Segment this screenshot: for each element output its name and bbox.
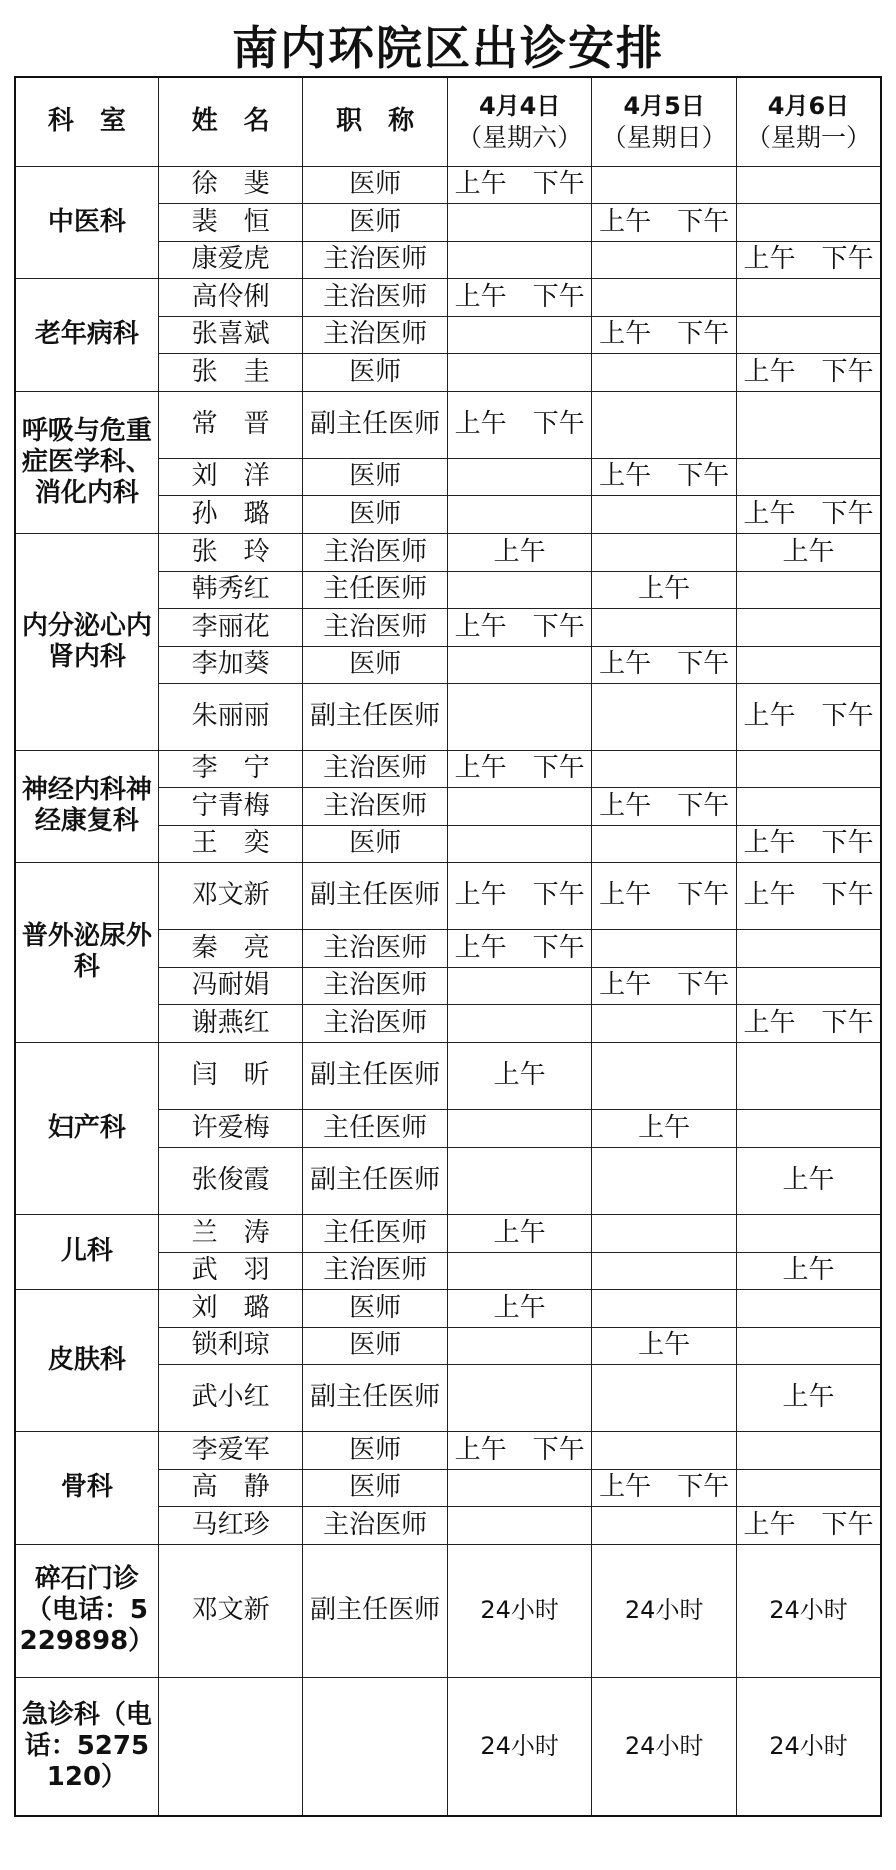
schedule-cell-d2 bbox=[592, 1004, 737, 1042]
schedule-cell-d3 bbox=[736, 787, 881, 825]
doctor-rank-cell: 医师 bbox=[303, 646, 448, 683]
doctor-rank-cell: 副主任医师 bbox=[303, 1042, 448, 1109]
schedule-cell-d2 bbox=[592, 278, 737, 316]
schedule-cell-d1 bbox=[447, 316, 592, 353]
header-date-3-day: 4月6日 bbox=[767, 91, 850, 120]
doctor-rank-cell: 主治医师 bbox=[303, 1004, 448, 1042]
schedule-cell-d1 bbox=[447, 825, 592, 862]
schedule-cell-d1: 上午 下午 bbox=[447, 1431, 592, 1469]
schedule-cell-d2 bbox=[592, 825, 737, 862]
doctor-name-cell: 张俊霞 bbox=[158, 1147, 303, 1214]
doctor-rank-cell: 主治医师 bbox=[303, 316, 448, 353]
doctor-rank-cell: 主治医师 bbox=[303, 967, 448, 1004]
doctor-rank-cell: 副主任医师 bbox=[303, 391, 448, 458]
schedule-cell-d1: 上午 下午 bbox=[447, 929, 592, 967]
schedule-cell-d3 bbox=[736, 278, 881, 316]
schedule-cell-d3 bbox=[736, 929, 881, 967]
header-row bbox=[15, 77, 881, 166]
schedule-cell-d3: 上午 下午 bbox=[736, 495, 881, 533]
doctor-name-cell: 邓文新 bbox=[158, 1544, 303, 1677]
doctor-name-cell: 李爱军 bbox=[158, 1431, 303, 1469]
doctor-rank-cell: 副主任医师 bbox=[303, 1364, 448, 1431]
schedule-cell-d2 bbox=[592, 166, 737, 203]
schedule-cell-d1: 上午 下午 bbox=[447, 278, 592, 316]
schedule-cell-d3 bbox=[736, 1042, 881, 1109]
doctor-name-cell: 许爱梅 bbox=[158, 1109, 303, 1147]
doctor-rank-cell: 主任医师 bbox=[303, 571, 448, 608]
doctor-name-cell: 高伶俐 bbox=[158, 278, 303, 316]
doctor-name-cell: 武小红 bbox=[158, 1364, 303, 1431]
dept-cell: 儿科 bbox=[15, 1214, 158, 1289]
table-row bbox=[15, 1544, 881, 1677]
schedule-cell-d1 bbox=[447, 787, 592, 825]
dept-cell: 碎石门诊（电话：5229898） bbox=[15, 1544, 158, 1677]
doctor-name-cell: 张 圭 bbox=[158, 353, 303, 391]
schedule-cell-d3: 上午 下午 bbox=[736, 862, 881, 929]
schedule-cell-d3 bbox=[736, 1431, 881, 1469]
schedule-cell-d2 bbox=[592, 1364, 737, 1431]
dept-cell: 急诊科（电话：5275120） bbox=[15, 1677, 158, 1816]
header-date-2 bbox=[592, 77, 737, 166]
schedule-cell-d2 bbox=[592, 1214, 737, 1252]
table-row bbox=[15, 278, 881, 316]
table-row bbox=[15, 1042, 881, 1109]
schedule-cell-d1: 上午 下午 bbox=[447, 862, 592, 929]
doctor-rank-cell: 主任医师 bbox=[303, 1214, 448, 1252]
header-date-2-day: 4月5日 bbox=[623, 91, 705, 120]
doctor-name-cell: 徐 斐 bbox=[158, 166, 303, 203]
doctor-name-cell: 朱丽丽 bbox=[158, 683, 303, 750]
schedule-cell-d3: 上午 下午 bbox=[736, 241, 881, 278]
table-row bbox=[15, 1214, 881, 1252]
header-name: 姓 名 bbox=[158, 77, 303, 166]
schedule-cell-d1: 上午 bbox=[447, 1042, 592, 1109]
schedule-cell-d1 bbox=[447, 967, 592, 1004]
dept-cell: 呼吸与危重症医学科、消化内科 bbox=[15, 391, 158, 533]
doctor-rank-cell: 医师 bbox=[303, 495, 448, 533]
dept-cell: 中医科 bbox=[15, 166, 158, 278]
schedule-cell-d3: 上午 下午 bbox=[736, 825, 881, 862]
table-row bbox=[15, 1289, 881, 1327]
doctor-name-cell: 闫 昕 bbox=[158, 1042, 303, 1109]
schedule-cell-d3: 24小时 bbox=[736, 1677, 881, 1816]
schedule-cell-d2 bbox=[592, 1252, 737, 1289]
doctor-rank-cell: 主治医师 bbox=[303, 1252, 448, 1289]
doctor-rank-cell: 主治医师 bbox=[303, 241, 448, 278]
doctor-name-cell: 韩秀红 bbox=[158, 571, 303, 608]
doctor-name-cell: 宁青梅 bbox=[158, 787, 303, 825]
header-date-1 bbox=[447, 77, 592, 166]
doctor-rank-cell: 副主任医师 bbox=[303, 862, 448, 929]
doctor-rank-cell: 医师 bbox=[303, 458, 448, 495]
schedule-cell-d3 bbox=[736, 1109, 881, 1147]
schedule-cell-d2 bbox=[592, 533, 737, 571]
schedule-cell-d2 bbox=[592, 1147, 737, 1214]
schedule-cell-d2: 24小时 bbox=[592, 1544, 737, 1677]
doctor-name-cell: 张 玲 bbox=[158, 533, 303, 571]
schedule-cell-d2 bbox=[592, 1431, 737, 1469]
doctor-name-cell: 邓文新 bbox=[158, 862, 303, 929]
doctor-name-cell: 康爱虎 bbox=[158, 241, 303, 278]
schedule-cell-d1 bbox=[447, 458, 592, 495]
doctor-name-cell: 李加葵 bbox=[158, 646, 303, 683]
doctor-name-cell bbox=[158, 1677, 303, 1816]
schedule-cell-d2 bbox=[592, 750, 737, 787]
schedule-cell-d1: 上午 下午 bbox=[447, 166, 592, 203]
doctor-rank-cell: 医师 bbox=[303, 166, 448, 203]
schedule-cell-d2 bbox=[592, 1506, 737, 1544]
schedule-cell-d2 bbox=[592, 391, 737, 458]
schedule-cell-d1 bbox=[447, 571, 592, 608]
doctor-rank-cell: 医师 bbox=[303, 1289, 448, 1327]
schedule-cell-d2 bbox=[592, 495, 737, 533]
schedule-cell-d2: 上午 下午 bbox=[592, 203, 737, 241]
table-row bbox=[15, 533, 881, 571]
schedule-cell-d3: 上午 下午 bbox=[736, 353, 881, 391]
header-date-1-week: （星期六） bbox=[457, 122, 583, 152]
doctor-name-cell: 刘 洋 bbox=[158, 458, 303, 495]
schedule-cell-d1: 上午 下午 bbox=[447, 750, 592, 787]
schedule-cell-d2: 上午 下午 bbox=[592, 787, 737, 825]
schedule-cell-d1 bbox=[447, 353, 592, 391]
schedule-cell-d3 bbox=[736, 1214, 881, 1252]
schedule-cell-d2: 上午 bbox=[592, 571, 737, 608]
doctor-rank-cell: 医师 bbox=[303, 825, 448, 862]
schedule-cell-d2 bbox=[592, 241, 737, 278]
schedule-cell-d3: 上午 bbox=[736, 1364, 881, 1431]
table-row bbox=[15, 1431, 881, 1469]
dept-cell: 骨科 bbox=[15, 1431, 158, 1544]
schedule-cell-d2 bbox=[592, 608, 737, 646]
schedule-cell-d3 bbox=[736, 750, 881, 787]
doctor-name-cell: 秦 亮 bbox=[158, 929, 303, 967]
doctor-name-cell: 李 宁 bbox=[158, 750, 303, 787]
schedule-cell-d1 bbox=[447, 1147, 592, 1214]
header-date-3 bbox=[736, 77, 881, 166]
doctor-name-cell: 高 静 bbox=[158, 1469, 303, 1506]
schedule-cell-d1 bbox=[447, 1469, 592, 1506]
schedule-cell-d3: 上午 下午 bbox=[736, 683, 881, 750]
doctor-rank-cell bbox=[303, 1677, 448, 1816]
schedule-cell-d2 bbox=[592, 1289, 737, 1327]
table-row bbox=[15, 750, 881, 787]
header-dept: 科 室 bbox=[15, 77, 158, 166]
doctor-rank-cell: 主治医师 bbox=[303, 1506, 448, 1544]
schedule-cell-d3 bbox=[736, 571, 881, 608]
doctor-name-cell: 孙 璐 bbox=[158, 495, 303, 533]
doctor-name-cell: 兰 涛 bbox=[158, 1214, 303, 1252]
header-date-1-day: 4月4日 bbox=[478, 91, 561, 120]
table-row bbox=[15, 862, 881, 929]
schedule-cell-d1 bbox=[447, 203, 592, 241]
schedule-cell-d1 bbox=[447, 1004, 592, 1042]
doctor-name-cell: 裴 恒 bbox=[158, 203, 303, 241]
schedule-cell-d3 bbox=[736, 203, 881, 241]
dept-cell: 皮肤科 bbox=[15, 1289, 158, 1431]
doctor-rank-cell: 医师 bbox=[303, 1431, 448, 1469]
schedule-cell-d3 bbox=[736, 1327, 881, 1364]
schedule-cell-d1: 上午 bbox=[447, 1289, 592, 1327]
table-row bbox=[15, 391, 881, 458]
schedule-cell-d3: 上午 下午 bbox=[736, 1004, 881, 1042]
schedule-cell-d1 bbox=[447, 1364, 592, 1431]
doctor-name-cell: 马红珍 bbox=[158, 1506, 303, 1544]
doctor-rank-cell: 主治医师 bbox=[303, 608, 448, 646]
schedule-cell-d2 bbox=[592, 1042, 737, 1109]
schedule-cell-d2 bbox=[592, 929, 737, 967]
schedule-cell-d3 bbox=[736, 458, 881, 495]
schedule-cell-d1 bbox=[447, 1109, 592, 1147]
schedule-cell-d3 bbox=[736, 608, 881, 646]
schedule-cell-d3: 上午 下午 bbox=[736, 1506, 881, 1544]
doctor-rank-cell: 副主任医师 bbox=[303, 1544, 448, 1677]
doctor-name-cell: 王 奕 bbox=[158, 825, 303, 862]
doctor-rank-cell: 主治医师 bbox=[303, 750, 448, 787]
schedule-cell-d3 bbox=[736, 391, 881, 458]
header-date-3-week: （星期一） bbox=[745, 122, 871, 152]
doctor-rank-cell: 主治医师 bbox=[303, 278, 448, 316]
schedule-cell-d1 bbox=[447, 1327, 592, 1364]
dept-cell: 普外泌尿外科 bbox=[15, 862, 158, 1042]
schedule-cell-d3 bbox=[736, 1469, 881, 1506]
header-date-2-week: （星期日） bbox=[601, 122, 727, 152]
doctor-name-cell: 武 羽 bbox=[158, 1252, 303, 1289]
doctor-name-cell: 锁利琼 bbox=[158, 1327, 303, 1364]
schedule-cell-d2 bbox=[592, 353, 737, 391]
schedule-cell-d2: 上午 bbox=[592, 1327, 737, 1364]
doctor-rank-cell: 主任医师 bbox=[303, 1109, 448, 1147]
doctor-name-cell: 李丽花 bbox=[158, 608, 303, 646]
schedule-cell-d1 bbox=[447, 683, 592, 750]
schedule-cell-d3: 上午 bbox=[736, 1252, 881, 1289]
doctor-name-cell: 常 晋 bbox=[158, 391, 303, 458]
schedule-cell-d1 bbox=[447, 1252, 592, 1289]
schedule-cell-d3 bbox=[736, 646, 881, 683]
dept-cell: 神经内科神经康复科 bbox=[15, 750, 158, 862]
dept-cell: 妇产科 bbox=[15, 1042, 158, 1214]
schedule-cell-d1: 上午 bbox=[447, 533, 592, 571]
doctor-rank-cell: 医师 bbox=[303, 1327, 448, 1364]
header-rank: 职 称 bbox=[303, 77, 448, 166]
dept-cell: 内分泌心内肾内科 bbox=[15, 533, 158, 750]
schedule-cell-d3: 上午 bbox=[736, 1147, 881, 1214]
doctor-rank-cell: 医师 bbox=[303, 203, 448, 241]
schedule-cell-d1: 24小时 bbox=[447, 1544, 592, 1677]
schedule-cell-d3 bbox=[736, 166, 881, 203]
schedule-cell-d3 bbox=[736, 316, 881, 353]
schedule-cell-d3 bbox=[736, 967, 881, 1004]
schedule-cell-d3 bbox=[736, 1289, 881, 1327]
schedule-cell-d3: 上午 bbox=[736, 533, 881, 571]
schedule-cell-d2: 24小时 bbox=[592, 1677, 737, 1816]
schedule-cell-d1 bbox=[447, 241, 592, 278]
doctor-name-cell: 刘 璐 bbox=[158, 1289, 303, 1327]
doctor-rank-cell: 副主任医师 bbox=[303, 683, 448, 750]
doctor-name-cell: 张喜斌 bbox=[158, 316, 303, 353]
schedule-cell-d2: 上午 bbox=[592, 1109, 737, 1147]
dept-cell: 老年病科 bbox=[15, 278, 158, 391]
doctor-rank-cell: 主治医师 bbox=[303, 929, 448, 967]
schedule-cell-d1 bbox=[447, 495, 592, 533]
doctor-rank-cell: 副主任医师 bbox=[303, 1147, 448, 1214]
schedule-cell-d3: 24小时 bbox=[736, 1544, 881, 1677]
table-row bbox=[15, 1677, 881, 1816]
schedule-cell-d2: 上午 下午 bbox=[592, 967, 737, 1004]
schedule-cell-d1: 上午 下午 bbox=[447, 608, 592, 646]
doctor-name-cell: 冯耐娟 bbox=[158, 967, 303, 1004]
schedule-cell-d2: 上午 下午 bbox=[592, 316, 737, 353]
schedule-cell-d2: 上午 下午 bbox=[592, 458, 737, 495]
page-title: 南内环院区出诊安排 bbox=[232, 21, 664, 75]
schedule-cell-d1: 上午 bbox=[447, 1214, 592, 1252]
doctor-rank-cell: 主治医师 bbox=[303, 787, 448, 825]
schedule-cell-d2 bbox=[592, 683, 737, 750]
schedule-cell-d1: 上午 下午 bbox=[447, 391, 592, 458]
schedule-cell-d2: 上午 下午 bbox=[592, 862, 737, 929]
doctor-rank-cell: 医师 bbox=[303, 1469, 448, 1506]
doctor-rank-cell: 主治医师 bbox=[303, 533, 448, 571]
schedule-cell-d1 bbox=[447, 646, 592, 683]
schedule-cell-d1: 24小时 bbox=[447, 1677, 592, 1816]
schedule-cell-d1 bbox=[447, 1506, 592, 1544]
doctor-name-cell: 谢燕红 bbox=[158, 1004, 303, 1042]
table-row bbox=[15, 166, 881, 203]
schedule-table bbox=[14, 76, 882, 1817]
schedule-cell-d2: 上午 下午 bbox=[592, 646, 737, 683]
doctor-rank-cell: 医师 bbox=[303, 353, 448, 391]
schedule-cell-d2: 上午 下午 bbox=[592, 1469, 737, 1506]
